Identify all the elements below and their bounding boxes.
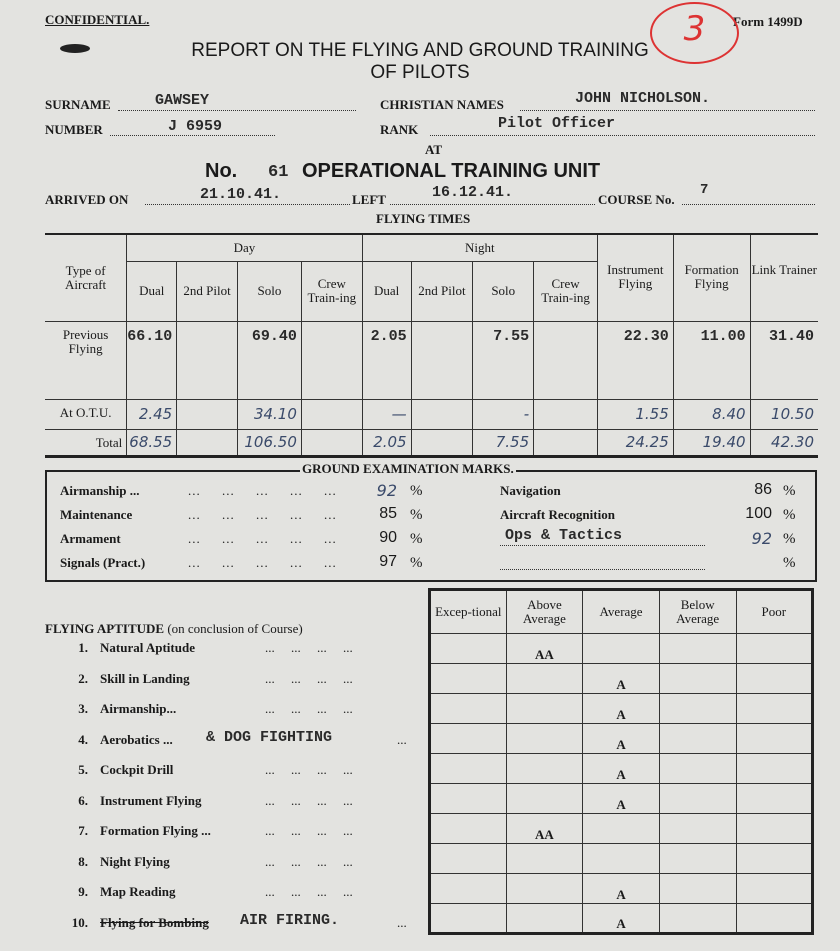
- rating-cell: [506, 844, 583, 874]
- rating-cell: [736, 634, 813, 664]
- flying-time-cell: [301, 321, 362, 399]
- aptitude-item-label: Cockpit Drill: [100, 762, 174, 777]
- flying-time-cell: 68.55: [127, 429, 177, 456]
- dot-leader: ... ... ... ... ...: [188, 483, 337, 498]
- rating-cell: [736, 784, 813, 814]
- rating-cell: [659, 694, 736, 724]
- aptitude-item-label: Flying for Bombing: [100, 914, 209, 930]
- ground-mark-value: 97: [379, 553, 397, 570]
- ground-mark-value: 85: [379, 505, 397, 522]
- flying-time-cell: -: [473, 399, 534, 429]
- course-value: 7: [700, 182, 709, 198]
- dot-leader: ... ... ... ...: [265, 884, 353, 899]
- dot-leader: ...: [397, 731, 407, 747]
- rating-cell: [659, 664, 736, 694]
- at-label: AT: [425, 142, 443, 157]
- ground-subject-label: Airmanship ...: [60, 483, 140, 498]
- column-header-5: 2nd Pilot: [411, 261, 473, 321]
- flying-time-cell: 2.05: [362, 429, 411, 456]
- rating-cell: [583, 724, 660, 754]
- flying-time-cell: [177, 429, 238, 456]
- flying-times-title: FLYING TIMES: [376, 211, 471, 226]
- aptitude-column-header: Below Average: [659, 590, 736, 634]
- surname-value: GAWSEY: [155, 92, 210, 109]
- percent-sign: %: [783, 507, 796, 523]
- row-label: At O.T.U.: [45, 399, 127, 429]
- aptitude-title-text: FLYING APTITUDE: [45, 621, 165, 636]
- rating-cell: [583, 694, 660, 724]
- percent-sign: %: [410, 483, 423, 499]
- dot-leader: ... ... ... ... ...: [188, 531, 337, 546]
- rating-cell: [430, 904, 507, 934]
- rating-cell: [583, 874, 660, 904]
- aptitude-item-number: 4.: [78, 731, 88, 747]
- dot-leader: ... ... ... ...: [265, 823, 353, 838]
- row-label: Previous Flying: [45, 321, 127, 399]
- ground-subject-typed: Ops & Tactics: [505, 527, 623, 544]
- aptitude-item-label: Formation Flying ...: [100, 823, 211, 838]
- rating-mark: A: [616, 767, 626, 782]
- rating-cell: [583, 754, 660, 784]
- aptitude-column-header: Poor: [736, 590, 813, 634]
- title-line1: REPORT ON THE FLYING AND GROUND TRAINING: [191, 40, 649, 61]
- aptitude-row: [430, 694, 813, 724]
- dot-leader: ... ... ... ...: [265, 792, 353, 808]
- percent-sign: %: [783, 531, 796, 547]
- ground-subject-label: Armament: [60, 531, 121, 546]
- ground-mark-value: 100: [745, 505, 772, 522]
- percent-sign: %: [410, 531, 423, 547]
- ground-mark-value: 92: [751, 529, 772, 548]
- flying-time-cell: [177, 321, 238, 399]
- rating-cell: [430, 664, 507, 694]
- arrived-value: 21.10.41.: [200, 186, 282, 203]
- column-header-0: Dual: [127, 261, 177, 321]
- aptitude-item-label: Natural Aptitude: [100, 640, 195, 655]
- rating-mark: A: [616, 707, 626, 722]
- rating-cell: [659, 634, 736, 664]
- flying-time-cell: [411, 321, 473, 399]
- flying-time-cell: 22.30: [597, 321, 673, 399]
- dot-leader: ... ... ... ...: [265, 670, 353, 686]
- rating-cell: [506, 814, 583, 844]
- aptitude-row: [430, 754, 813, 784]
- ground-mark-value: 90: [379, 529, 397, 546]
- aptitude-item-typed-addition: AIR FIRING.: [240, 911, 340, 929]
- rating-cell: [659, 844, 736, 874]
- column-header-7: Crew Train-ing: [534, 261, 598, 321]
- aptitude-row: [430, 814, 813, 844]
- aptitude-row: [430, 724, 813, 754]
- aptitude-row: [430, 784, 813, 814]
- aptitude-item-label: Map Reading: [100, 884, 176, 899]
- rating-mark: A: [616, 916, 626, 931]
- rating-cell: [583, 814, 660, 844]
- rating-cell: [430, 694, 507, 724]
- day-header: Day: [127, 234, 362, 261]
- rating-cell: [430, 844, 507, 874]
- dot-leader: ... ... ... ... ...: [188, 555, 337, 570]
- rating-cell: [736, 844, 813, 874]
- rating-cell: [736, 904, 813, 934]
- course-label: COURSE No.: [598, 192, 675, 207]
- flying-time-cell: 8.40: [673, 399, 750, 429]
- rating-cell: [736, 694, 813, 724]
- ground-subject-label: Aircraft Recognition: [500, 507, 615, 522]
- ground-exam-title: GROUND EXAMINATION MARKS.: [302, 461, 514, 476]
- aptitude-row: [430, 904, 813, 934]
- flying-time-cell: 11.00: [673, 321, 750, 399]
- aptitude-column-header: Excep-tional: [430, 590, 507, 634]
- flying-time-cell: 2.05: [362, 321, 411, 399]
- unit-prefix: No.: [205, 160, 238, 182]
- flying-time-cell: [411, 399, 473, 429]
- aptitude-row: [430, 874, 813, 904]
- rating-cell: [506, 874, 583, 904]
- rating-cell: [506, 694, 583, 724]
- rating-cell: [430, 874, 507, 904]
- rating-cell: [659, 784, 736, 814]
- title-line2: OF PILOTS: [370, 62, 470, 83]
- rating-cell: [659, 814, 736, 844]
- column-header-3: Crew Train-ing: [301, 261, 362, 321]
- aptitude-item-label: Night Flying: [100, 853, 170, 869]
- red-stamp: 3: [650, 2, 739, 64]
- flying-time-cell: 42.30: [750, 429, 818, 456]
- flying-time-cell: 10.50: [750, 399, 818, 429]
- flying-time-cell: 66.10: [127, 321, 177, 399]
- percent-sign: %: [783, 483, 796, 499]
- percent-sign: %: [410, 507, 423, 523]
- dot-leader: ... ... ... ...: [265, 853, 353, 869]
- dot-leader: ... ... ... ...: [265, 701, 353, 716]
- ground-mark-value: 92: [376, 481, 397, 500]
- aptitude-title: [45, 621, 303, 637]
- unit-number: 61: [268, 163, 289, 182]
- flying-time-cell: [411, 429, 473, 456]
- row-label: Total: [45, 429, 127, 456]
- aptitude-item-label: Aerobatics ...: [100, 731, 173, 747]
- rating-cell: [506, 904, 583, 934]
- number-value: J 6959: [168, 118, 223, 135]
- rating-cell: [506, 754, 583, 784]
- column-header-10: Link Trainer: [750, 234, 818, 321]
- column-header-4: Dual: [362, 261, 411, 321]
- left-value: 16.12.41.: [432, 184, 514, 201]
- aptitude-subtitle: (on conclusion of Course): [167, 621, 303, 636]
- aptitude-item-typed-addition: & DOG FIGHTING: [206, 728, 333, 746]
- rating-mark: A: [616, 677, 626, 692]
- number-label: NUMBER: [45, 122, 103, 137]
- confidential-label: CONFIDENTIAL.: [45, 12, 150, 27]
- ground-subject-label: Navigation: [500, 483, 561, 498]
- flying-times-table: [45, 233, 818, 458]
- flying-time-cell: [534, 399, 598, 429]
- flying-time-cell: 7.55: [473, 429, 534, 456]
- flying-time-cell: 106.50: [237, 429, 301, 456]
- rating-mark: A: [616, 887, 626, 902]
- rating-cell: [583, 844, 660, 874]
- flying-time-cell: [177, 399, 238, 429]
- flying-time-cell: 24.25: [597, 429, 673, 456]
- rating-mark: A: [616, 797, 626, 812]
- aptitude-item-number: 7.: [78, 823, 88, 838]
- rating-cell: [659, 874, 736, 904]
- flying-time-cell: —: [362, 399, 411, 429]
- rating-cell: [506, 634, 583, 664]
- flying-time-cell: [301, 399, 362, 429]
- aptitude-item-number: 3.: [78, 701, 88, 716]
- rank-value: Pilot Officer: [498, 115, 616, 132]
- surname-label: SURNAME: [45, 97, 111, 112]
- aptitude-item-label: Skill in Landing: [100, 670, 190, 686]
- rank-label: RANK: [380, 122, 419, 137]
- night-header: Night: [362, 234, 597, 261]
- aptitude-item-number: 2.: [78, 670, 88, 686]
- column-header-1: 2nd Pilot: [177, 261, 238, 321]
- rating-cell: [736, 724, 813, 754]
- type-of-aircraft-header: Type of Aircraft: [45, 234, 127, 321]
- rating-cell: [430, 634, 507, 664]
- aptitude-item-number: 6.: [78, 792, 88, 808]
- flying-time-cell: [534, 429, 598, 456]
- rating-cell: [583, 904, 660, 934]
- rating-cell: [736, 754, 813, 784]
- rating-cell: [506, 664, 583, 694]
- rating-cell: [736, 814, 813, 844]
- flying-time-cell: 69.40: [237, 321, 301, 399]
- rating-cell: [583, 784, 660, 814]
- rating-mark: AA: [535, 647, 554, 662]
- rating-cell: [659, 754, 736, 784]
- rating-cell: [736, 664, 813, 694]
- christian-names-label: CHRISTIAN NAMES: [380, 97, 504, 112]
- aptitude-item-label: Airmanship...: [100, 701, 177, 716]
- dot-leader: ... ... ... ... ...: [188, 507, 337, 522]
- flying-time-cell: 2.45: [127, 399, 177, 429]
- rating-cell: [430, 784, 507, 814]
- aptitude-row: [430, 664, 813, 694]
- unit-name: OPERATIONAL TRAINING UNIT: [302, 160, 601, 182]
- flying-time-cell: 31.40: [750, 321, 818, 399]
- rating-mark: A: [616, 737, 626, 752]
- aptitude-column-header: Average: [583, 590, 660, 634]
- rating-cell: [430, 724, 507, 754]
- ground-exam-box: [45, 470, 817, 582]
- rating-cell: [583, 664, 660, 694]
- aptitude-item-number: 1.: [78, 640, 88, 655]
- dot-leader: ... ... ... ...: [265, 640, 353, 655]
- rating-cell: [736, 874, 813, 904]
- flying-time-cell: 7.55: [473, 321, 534, 399]
- aptitude-item-number: 8.: [78, 853, 88, 869]
- percent-sign: %: [783, 555, 796, 571]
- dot-leader: ... ... ... ...: [265, 762, 353, 777]
- arrived-label: ARRIVED ON: [45, 192, 129, 207]
- aptitude-column-header: Above Average: [506, 590, 583, 634]
- flying-time-cell: 1.55: [597, 399, 673, 429]
- left-label: LEFT: [352, 192, 386, 207]
- column-header-2: Solo: [237, 261, 301, 321]
- rating-cell: [659, 724, 736, 754]
- aptitude-item-number: 10.: [71, 914, 88, 930]
- aptitude-row: [430, 844, 813, 874]
- rating-cell: [583, 634, 660, 664]
- ground-subject-label: Maintenance: [60, 507, 133, 522]
- dot-leader: ...: [397, 914, 407, 930]
- aptitude-item-label: Instrument Flying: [100, 792, 202, 808]
- flying-time-cell: 34.10: [237, 399, 301, 429]
- column-header-9: Formation Flying: [673, 234, 750, 321]
- rating-cell: [659, 904, 736, 934]
- rating-mark: AA: [535, 827, 554, 842]
- column-header-8: Instrument Flying: [597, 234, 673, 321]
- ground-mark-value: 86: [754, 481, 772, 498]
- aptitude-row: [430, 634, 813, 664]
- flying-time-cell: 19.40: [673, 429, 750, 456]
- rating-cell: [430, 754, 507, 784]
- ground-subject-label: Signals (Pract.): [60, 555, 146, 570]
- aptitude-item-number: 9.: [78, 884, 88, 899]
- aptitude-table: [428, 588, 814, 935]
- form-number: Form 1499D: [733, 14, 803, 29]
- flying-time-cell: [301, 429, 362, 456]
- rating-cell: [506, 724, 583, 754]
- percent-sign: %: [410, 555, 423, 571]
- rating-cell: [430, 814, 507, 844]
- column-header-6: Solo: [473, 261, 534, 321]
- rating-cell: [506, 784, 583, 814]
- christian-names-value: JOHN NICHOLSON.: [575, 90, 711, 107]
- aptitude-item-number: 5.: [78, 762, 88, 777]
- flying-time-cell: [534, 321, 598, 399]
